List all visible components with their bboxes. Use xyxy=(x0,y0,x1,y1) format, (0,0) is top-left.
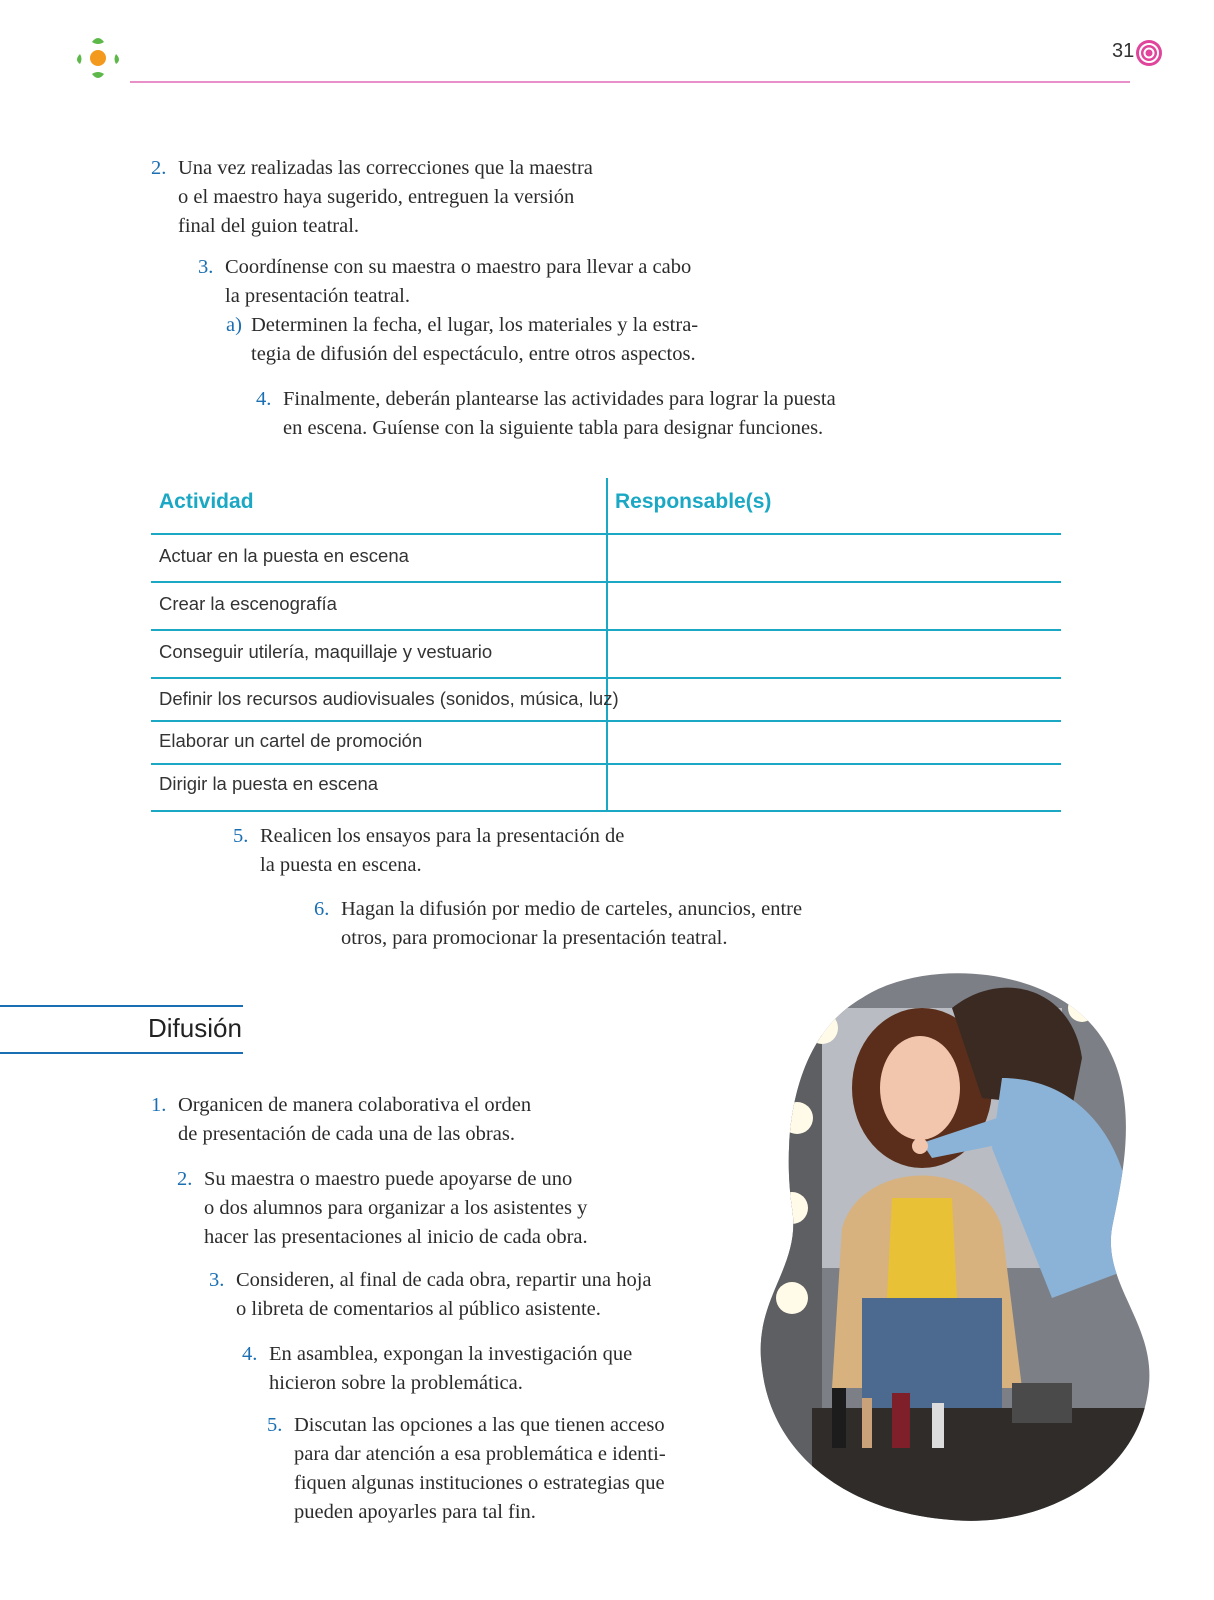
item-number: 6. xyxy=(314,898,330,920)
table-rule xyxy=(151,677,1061,679)
section-rule-top xyxy=(0,1005,243,1007)
list-item xyxy=(198,253,738,311)
item-line: de presentación de cada una de las obras. xyxy=(178,1123,515,1145)
list-item xyxy=(151,1091,591,1149)
item-line: pueden apoyarles para tal fin. xyxy=(294,1501,536,1523)
table-row: Actuar en la puesta en escena xyxy=(159,545,409,566)
makeup-photo xyxy=(752,968,1152,1528)
item-line: otros, para promocionar la presentación teatral. xyxy=(341,927,728,949)
item-letter: a) xyxy=(226,314,242,336)
section-title: Difusión xyxy=(148,1013,242,1043)
item-number: 2. xyxy=(151,157,167,179)
item-number: 1. xyxy=(151,1094,167,1116)
item-number: 4. xyxy=(256,388,272,410)
item-number: 3. xyxy=(209,1269,225,1291)
table-row: Conseguir utilería, maquillaje y vestuario xyxy=(159,641,493,662)
item-line: la puesta en escena. xyxy=(260,854,422,876)
table-rule xyxy=(151,763,1061,765)
flower-logo-icon xyxy=(72,32,124,84)
list-item xyxy=(226,311,726,369)
table-rule xyxy=(151,810,1061,812)
item-line: Coordínense con su maestra o maestro para llevar a cabo xyxy=(225,256,692,278)
list-item xyxy=(242,1340,682,1398)
list-item xyxy=(151,154,621,241)
item-line: tegia de difusión del espectáculo, entre otros aspectos. xyxy=(251,343,696,365)
table-row: Crear la escenografía xyxy=(159,593,337,614)
item-line: Hagan la difusión por medio de carteles, anuncios, entre xyxy=(341,898,803,920)
table-rule xyxy=(151,533,1061,535)
list-item xyxy=(233,822,683,880)
table-rule xyxy=(151,720,1061,722)
table-header-activity: Actividad xyxy=(159,490,254,513)
table-row: Elaborar un cartel de promoción xyxy=(159,730,423,751)
spiral-ornament-icon xyxy=(1134,38,1164,68)
item-line: Discutan las opciones a las que tienen acceso xyxy=(294,1414,665,1436)
table-column-divider xyxy=(606,478,608,812)
item-line: o el maestro haya sugerido, entreguen la versión xyxy=(178,186,575,208)
item-line: final del guion teatral. xyxy=(178,215,360,237)
table-row: Definir los recursos audiovisuales (sonidos, música, luz) xyxy=(159,688,619,709)
item-line: Determinen la fecha, el lugar, los materiales y la estra- xyxy=(251,314,699,336)
table-row: Dirigir la puesta en escena xyxy=(159,773,379,794)
item-line: hacer las presentaciones al inicio de cada obra. xyxy=(204,1226,588,1248)
item-number: 2. xyxy=(177,1168,193,1190)
list-item xyxy=(177,1165,637,1252)
table-rule xyxy=(151,581,1061,583)
item-line: la presentación teatral. xyxy=(225,285,410,307)
item-line: hicieron sobre la problemática. xyxy=(269,1372,523,1394)
item-number: 5. xyxy=(267,1414,283,1436)
list-item xyxy=(256,385,896,443)
item-number: 4. xyxy=(242,1343,258,1365)
item-number: 5. xyxy=(233,825,249,847)
header-rule xyxy=(130,81,1130,83)
item-line: Organicen de manera colaborativa el orden xyxy=(178,1094,532,1116)
table-header-responsible: Responsable(s) xyxy=(615,490,772,513)
item-line: o libreta de comentarios al público asistente. xyxy=(236,1298,601,1320)
section-rule-bottom xyxy=(0,1052,243,1054)
item-line: o dos alumnos para organizar a los asistentes y xyxy=(204,1197,588,1219)
item-line: Una vez realizadas las correcciones que la maestra xyxy=(178,157,593,179)
item-line: para dar atención a esa problemática e identi- xyxy=(294,1443,666,1465)
item-line: Realicen los ensayos para la presentación de xyxy=(260,825,625,847)
item-line: en escena. Guíense con la siguiente tabla para designar funciones. xyxy=(283,417,824,439)
list-item xyxy=(209,1266,699,1324)
item-line: Consideren, al final de cada obra, repartir una hoja xyxy=(236,1269,652,1291)
item-line: fiquen algunas instituciones o estrategias que xyxy=(294,1472,665,1494)
item-number: 3. xyxy=(198,256,214,278)
list-item xyxy=(267,1411,717,1527)
item-line: Finalmente, deberán plantearse las actividades para lograr la puesta xyxy=(283,388,836,410)
page-number: 31 xyxy=(1112,40,1135,62)
item-line: Su maestra o maestro puede apoyarse de uno xyxy=(204,1168,573,1190)
table-rule xyxy=(151,629,1061,631)
item-line: En asamblea, expongan la investigación que xyxy=(269,1343,633,1365)
list-item xyxy=(314,895,874,953)
